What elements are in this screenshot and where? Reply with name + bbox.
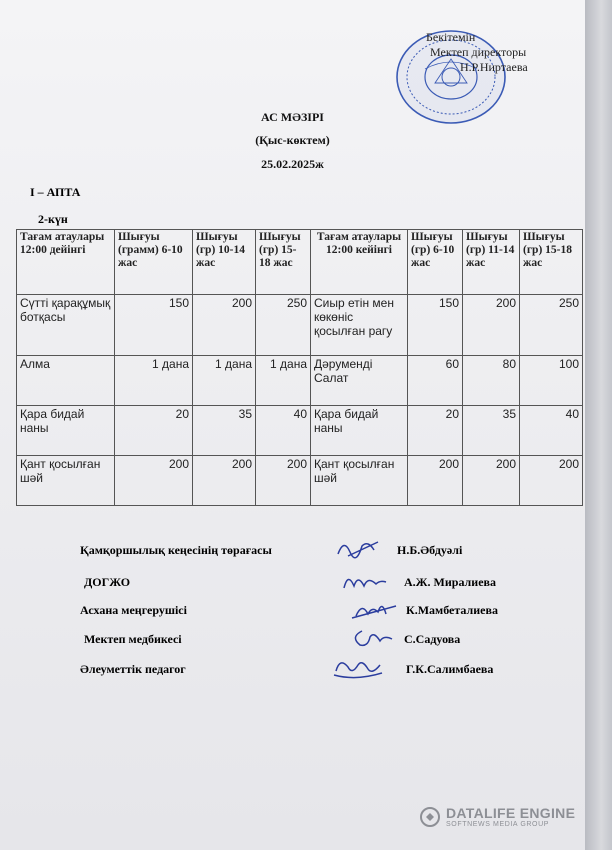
table-cell: Алма	[17, 356, 115, 406]
signature-name: С.Садуова	[404, 632, 461, 646]
table-header-row	[17, 230, 583, 295]
table-cell: 200	[193, 295, 256, 356]
table-cell: 1 дана	[115, 356, 193, 406]
table-row	[17, 406, 583, 456]
signature-role: Асхана меңгерушісі	[80, 603, 187, 617]
table-cell: 100	[520, 356, 583, 406]
table-cell: 80	[463, 356, 520, 406]
header-cell: Тағам атаулары 12:00 кейінгі	[311, 230, 408, 295]
table-cell: Қант қосылған шәй	[17, 456, 115, 506]
table-cell: 200	[115, 456, 193, 506]
approval-position: Мектеп директоры	[430, 45, 527, 59]
table-row	[17, 295, 583, 356]
handwritten-signature-icon	[340, 566, 390, 596]
table-cell: 200	[463, 456, 520, 506]
datalife-logo-icon	[420, 807, 440, 827]
signature-name: К.Мамбеталиева	[406, 603, 498, 617]
table-cell: 200	[408, 456, 463, 506]
table-cell: 20	[408, 406, 463, 456]
signature-row	[0, 572, 585, 594]
header-cell: Шығуы (грамм) 6-10 жас	[115, 230, 193, 295]
menu-title: АС МӘЗІРІ	[261, 110, 324, 124]
menu-season: (Қыс-көктем)	[255, 133, 330, 147]
table-cell: 150	[115, 295, 193, 356]
approval-heading: Бекітемін	[426, 30, 476, 44]
header-cell: Шығуы (гр) 6-10 жас	[408, 230, 463, 295]
table-cell: 20	[115, 406, 193, 456]
watermark-subtitle: SOFTNEWS MEDIA GROUP	[446, 821, 550, 828]
table-cell: 200	[193, 456, 256, 506]
table-cell: Сүтті қарақұмық ботқасы	[17, 295, 115, 356]
header-cell: Шығуы (гр) 15-18 жас	[520, 230, 583, 295]
table-cell: 40	[256, 406, 311, 456]
table-cell: 1 дана	[256, 356, 311, 406]
day-label: 2-күн	[38, 212, 68, 226]
table-cell: Қант қосылған шәй	[311, 456, 408, 506]
table-cell: 250	[520, 295, 583, 356]
header-cell: Шығуы (гр) 15-18 жас	[256, 230, 311, 295]
table-cell: Сиыр етін мен көкөніс қосылған рагу	[311, 295, 408, 356]
signature-role: Әлеуметтік педагог	[80, 662, 186, 676]
signature-row	[0, 659, 585, 681]
table-cell: Қара бидай наны	[311, 406, 408, 456]
signature-row	[0, 600, 585, 622]
watermark	[420, 805, 575, 828]
table-cell: 40	[520, 406, 583, 456]
table-cell: 35	[463, 406, 520, 456]
handwritten-signature-icon	[350, 594, 400, 624]
menu-table	[16, 229, 583, 506]
signature-role: Қамқоршылық кеңесінің төрағасы	[80, 543, 272, 557]
header-cell: Шығуы (гр) 10-14 жас	[193, 230, 256, 295]
table-cell: 35	[193, 406, 256, 456]
approval-block	[426, 30, 528, 75]
menu-date: 25.02.2025ж	[261, 157, 324, 171]
signature-name: А.Ж. Миралиева	[404, 575, 497, 589]
signature-name: Г.К.Салимбаева	[406, 662, 494, 676]
watermark-title: DATALIFE ENGINE	[446, 805, 576, 821]
table-cell: 60	[408, 356, 463, 406]
header-cell: Тағам атаулары 12:00 дейінгі	[17, 230, 115, 295]
signature-row	[0, 540, 585, 562]
week-label: I – АПТА	[30, 185, 81, 199]
table-cell: 200	[463, 295, 520, 356]
table-row	[17, 356, 583, 406]
header-cell: Шығуы (гр) 11-14 жас	[463, 230, 520, 295]
table-cell: Дәруменді Салат	[311, 356, 408, 406]
table-cell: 200	[520, 456, 583, 506]
signature-role: Мектеп медбикесі	[84, 632, 182, 646]
approval-name: Н.Р.Ниртаева	[460, 60, 528, 74]
signature-row	[0, 629, 585, 651]
table-cell: 1 дана	[193, 356, 256, 406]
page-edge-background	[585, 0, 612, 850]
handwritten-signature-icon	[330, 653, 386, 683]
table-cell: 200	[256, 456, 311, 506]
signature-role: ДОГЖО	[84, 575, 131, 589]
table-cell: 150	[408, 295, 463, 356]
handwritten-signature-icon	[348, 623, 398, 653]
table-cell: Қара бидай наны	[17, 406, 115, 456]
table-row	[17, 456, 583, 506]
signature-name: Н.Б.Әбдуәлі	[397, 543, 463, 557]
handwritten-signature-icon	[334, 534, 384, 564]
table-cell: 250	[256, 295, 311, 356]
